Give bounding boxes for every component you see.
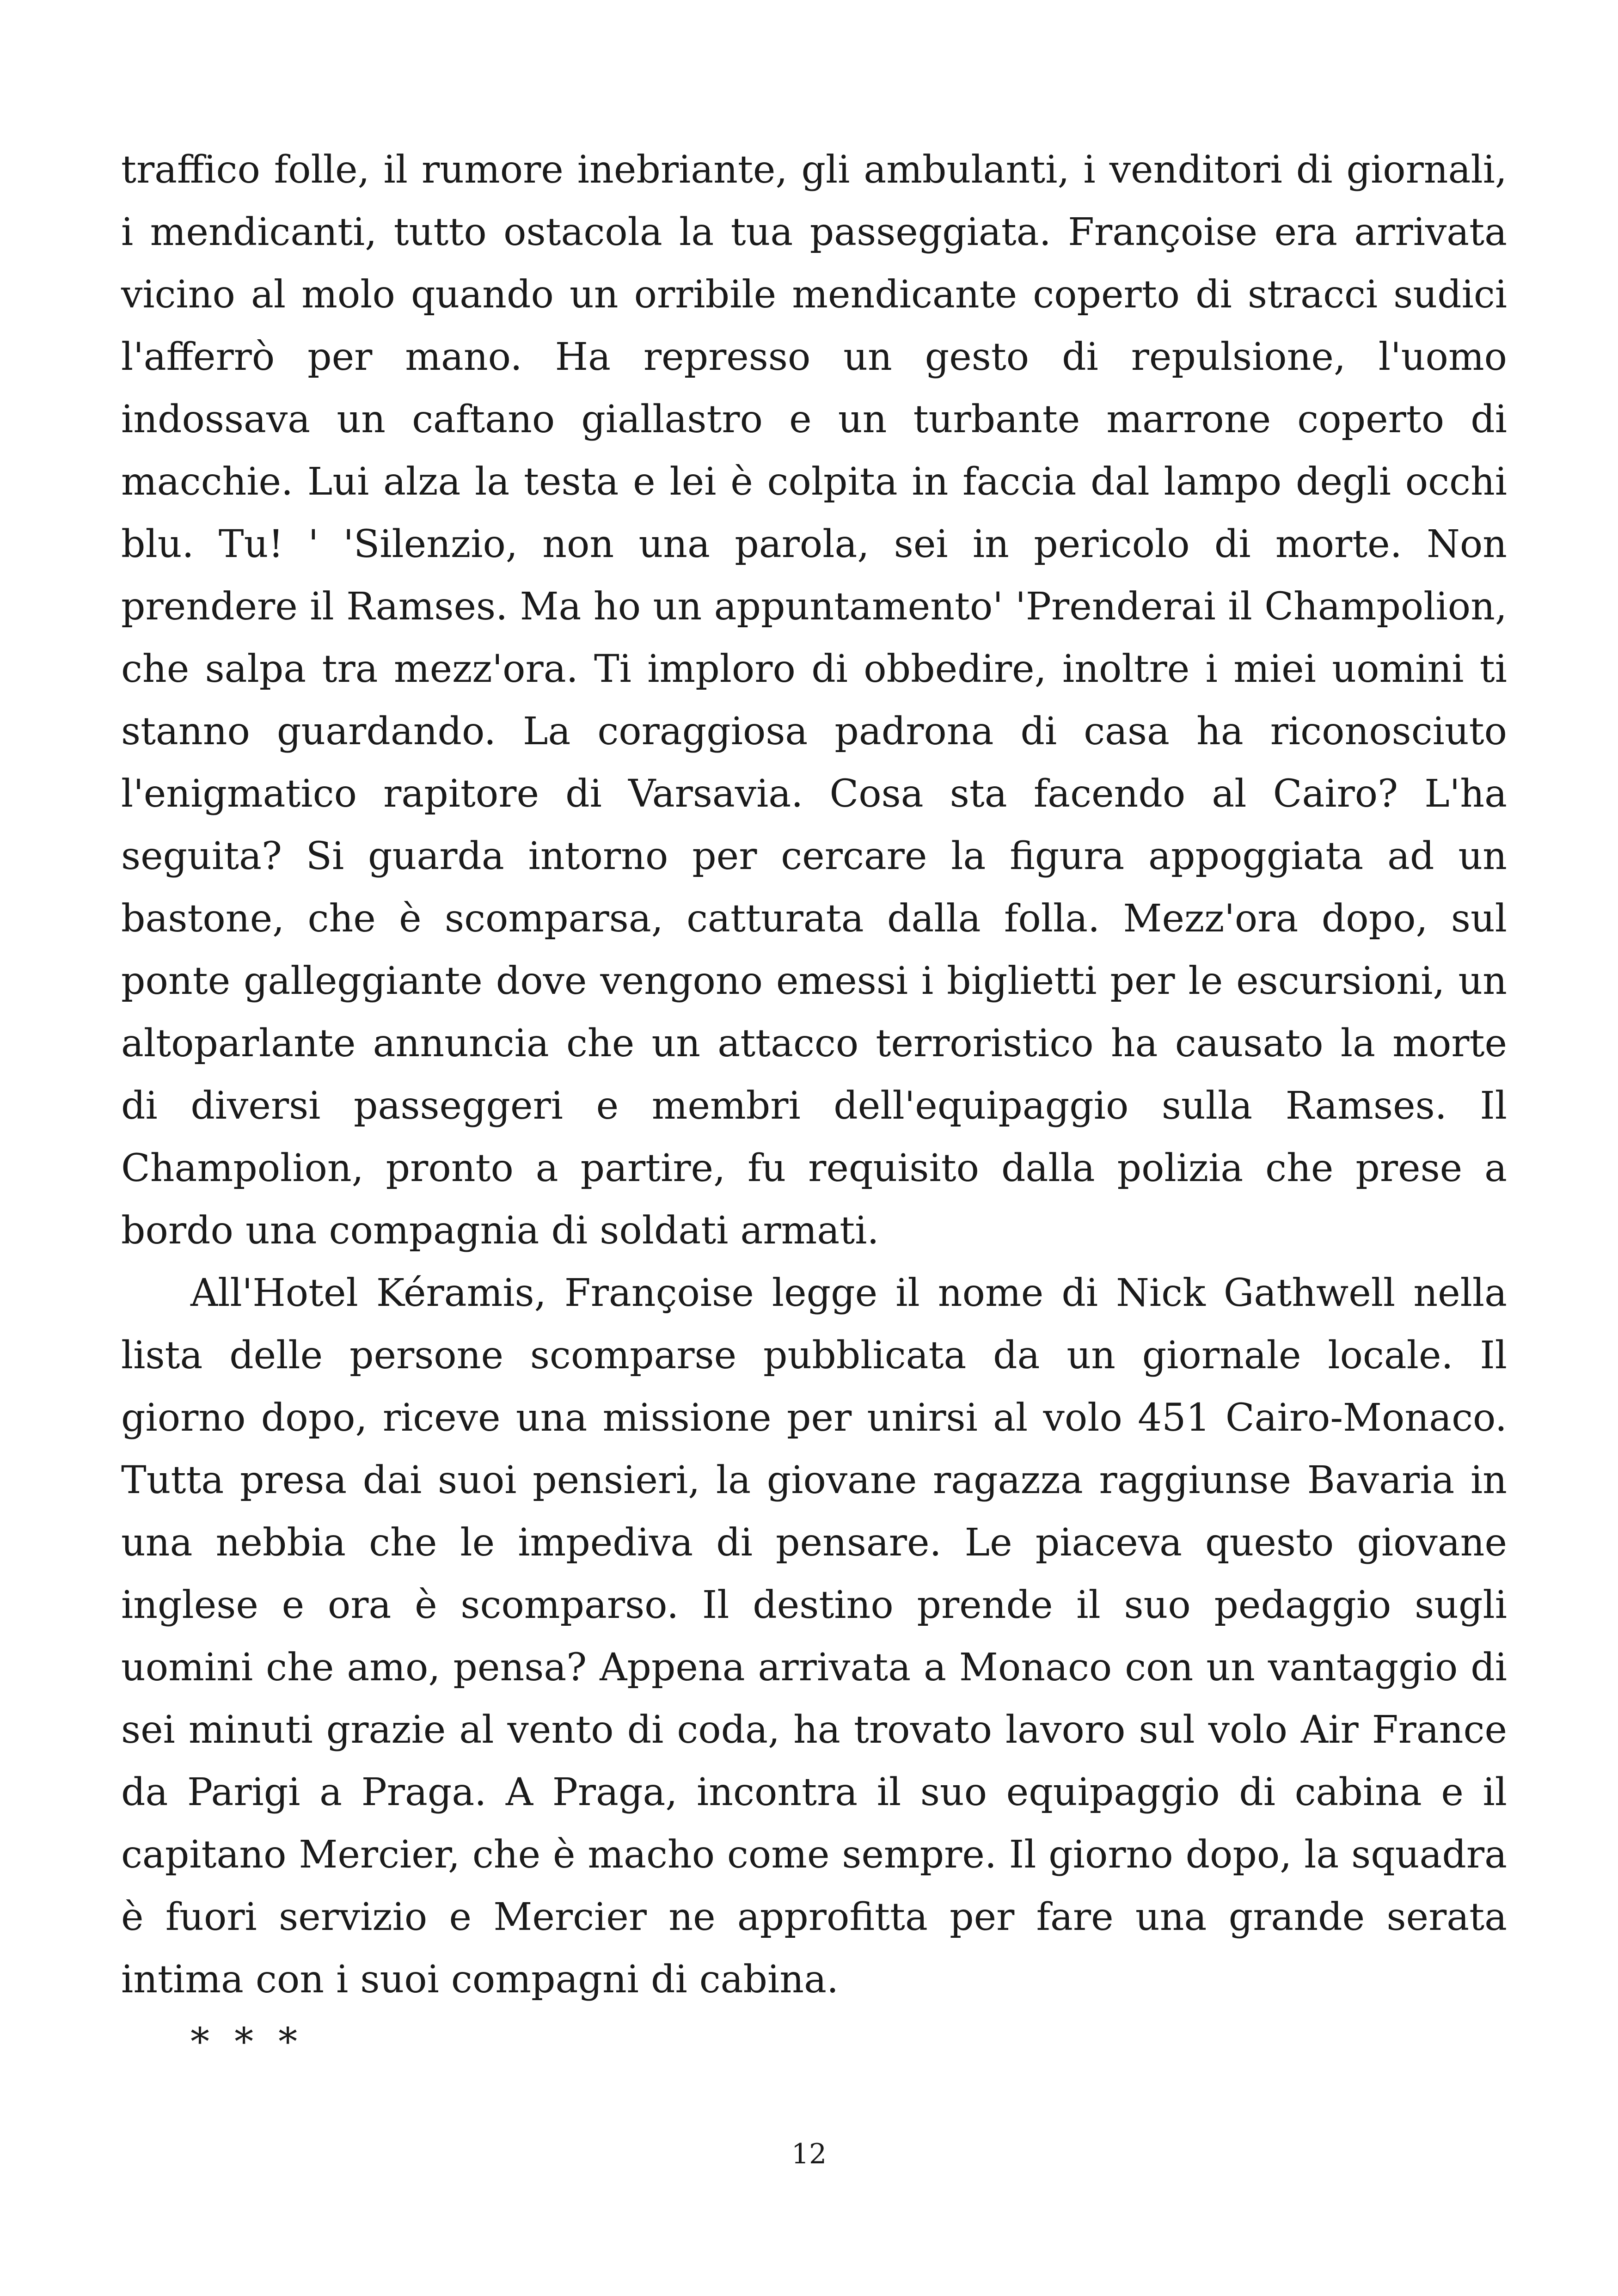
- body-text: [121, 139, 1507, 2073]
- page-number: 12: [791, 2138, 827, 2170]
- paragraph-2: All'Hotel Kéramis, Françoise legge il nome di Nick Gathwell nella lista delle persone scomparse pubblicata da un giornale locale. Il giorno dopo, riceve una missione per unirsi al volo 451 Cairo-Monaco. Tutta presa dai suoi pensieri, la giovane ragazza raggiunse Bavaria in una nebbia che le impediva di pensare. Le piaceva questo giovane inglese e ora è scomparso. Il destino prende il suo pedaggio sugli uomini che amo, pensa? Appena arrivata a Monaco con un vantaggio di sei minuti grazie al vento di coda, ha trovato lavoro sul volo Air France da Parigi a Praga. A Praga, incontra il suo equipaggio di cabina e il capitano Mercier, che è macho come sempre. Il giorno dopo, la squadra è fuori servizio e Mercier ne approfitta per fare una grande serata intima con i suoi compagni di cabina.: [121, 1271, 1507, 2002]
- paragraph-1: traffico folle, il rumore inebriante, gli ambulanti, i venditori di giornali, i mendicanti, tutto ostacola la tua passeggiata. Françoise era arrivata vicino al molo quando un orribile mendicante coperto di stracci sudici l'afferrò per mano. Ha represso un gesto di repulsione, l'uomo indossava un caftano giallastro e un turbante marrone coperto di macchie. Lui alza la testa e lei è colpita in faccia dal lampo degli occhi blu. Tu! ' 'Silenzio, non una parola, sei in pericolo di morte. Non prendere il Ramses. Ma ho un appuntamento' 'Prenderai il Champolion, che salpa tra mezz'ora. Ti imploro di obbedire, inoltre i miei uomini ti stanno guardando. La coraggiosa padrona di casa ha riconosciuto l'enigmatico rapitore di Varsavia. Cosa sta facendo al Cairo? L'ha seguita? Si guarda intorno per cercare la figura appoggiata ad un bastone, che è scomparsa, catturata dalla folla. Mezz'ora dopo, sul ponte galleggiante dove vengono emessi i biglietti per le escursioni, un altoparlante annuncia che un attacco terroristico ha causato la morte di diversi passeggeri e membri dell'equipaggio sulla Ramses. Il Champolion, pronto a partire, fu requisito dalla polizia che prese a bordo una compagnia di soldati armati.: [121, 148, 1507, 1253]
- section-separator: * * *: [190, 2020, 304, 2064]
